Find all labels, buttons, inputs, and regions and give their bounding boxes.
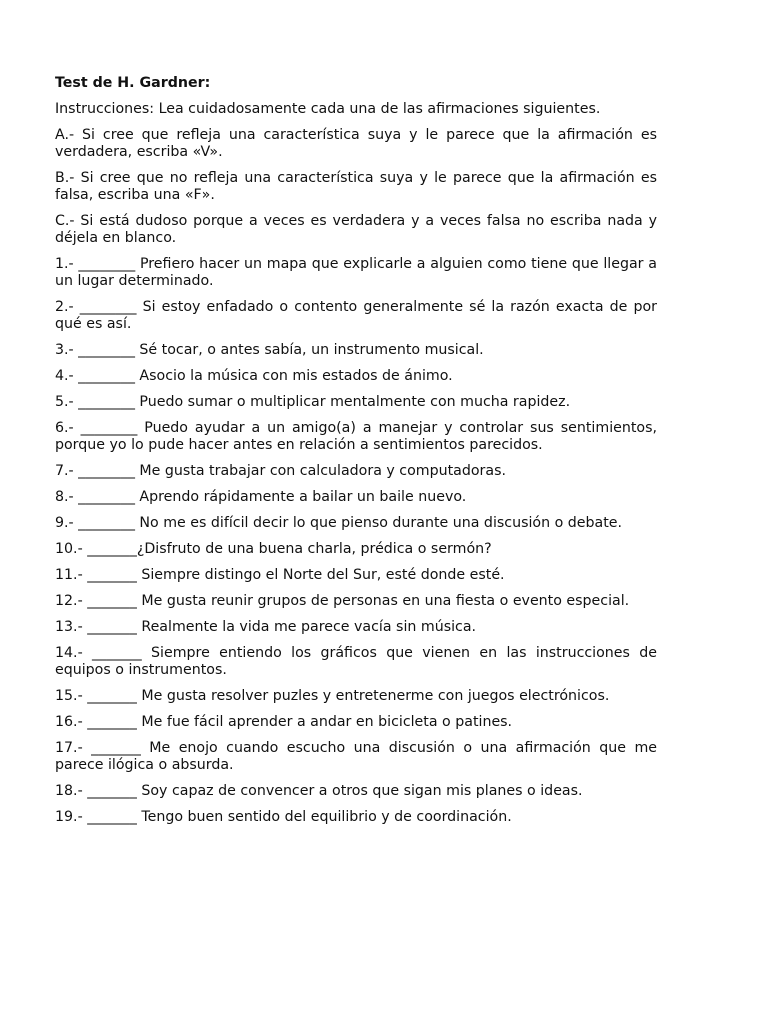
- document-page: [55, 75, 657, 835]
- statement-6: 6.- ________ Puedo ayudar a un amigo(a) a manejar y controlar sus sentimientos, porque yo lo pude hacer antes en relación a sentimientos parecidos.: [55, 420, 657, 453]
- option-a: A.- Si cree que refleja una característica suya y le parece que la afirmación es verdadera, escriba «V».: [55, 127, 657, 160]
- option-b: B.- Si cree que no refleja una característica suya y le parece que la afirmación es falsa, escriba una «F».: [55, 170, 657, 203]
- statement-19: 19.- _______ Tengo buen sentido del equilibrio y de coordinación.: [55, 809, 512, 825]
- statement-14: 14.- _______ Siempre entiendo los gráficos que vienen en las instrucciones de equipos o instrumentos.: [55, 645, 657, 678]
- statement-5: 5.- ________ Puedo sumar o multiplicar mentalmente con mucha rapidez.: [55, 394, 571, 410]
- instructions-text: Instrucciones: Lea cuidadosamente cada una de las afirmaciones siguientes.: [55, 101, 601, 117]
- statement-10: 10.- _______¿Disfruto de una buena charla, prédica o sermón?: [55, 541, 492, 557]
- statement-1: 1.- ________ Prefiero hacer un mapa que explicarle a alguien como tiene que llegar a un lugar determinado.: [55, 256, 657, 289]
- statement-2: 2.- ________ Si estoy enfadado o contento generalmente sé la razón exacta de por qué es así.: [55, 299, 657, 332]
- statement-16: 16.- _______ Me fue fácil aprender a andar en bicicleta o patines.: [55, 714, 513, 730]
- document-title: Test de H. Gardner:: [55, 75, 211, 91]
- statement-3: 3.- ________ Sé tocar, o antes sabía, un instrumento musical.: [55, 342, 484, 358]
- statement-12: 12.- _______ Me gusta reunir grupos de personas en una fiesta o evento especial.: [55, 593, 630, 609]
- statement-8: 8.- ________ Aprendo rápidamente a bailar un baile nuevo.: [55, 489, 467, 505]
- statement-11: 11.- _______ Siempre distingo el Norte del Sur, esté donde esté.: [55, 567, 505, 583]
- statement-9: 9.- ________ No me es difícil decir lo que pienso durante una discusión o debate.: [55, 515, 623, 531]
- statement-13: 13.- _______ Realmente la vida me parece vacía sin música.: [55, 619, 477, 635]
- option-c: C.- Si está dudoso porque a veces es verdadera y a veces falsa no escriba nada y déjela en blanco.: [55, 213, 657, 246]
- statement-17: 17.- _______ Me enojo cuando escucho una discusión o una afirmación que me parece ilógica o absurda.: [55, 740, 657, 773]
- statement-4: 4.- ________ Asocio la música con mis estados de ánimo.: [55, 368, 453, 384]
- statement-15: 15.- _______ Me gusta resolver puzles y entretenerme con juegos electrónicos.: [55, 688, 610, 704]
- statement-7: 7.- ________ Me gusta trabajar con calculadora y computadoras.: [55, 463, 506, 479]
- statement-18: 18.- _______ Soy capaz de convencer a otros que sigan mis planes o ideas.: [55, 783, 583, 799]
